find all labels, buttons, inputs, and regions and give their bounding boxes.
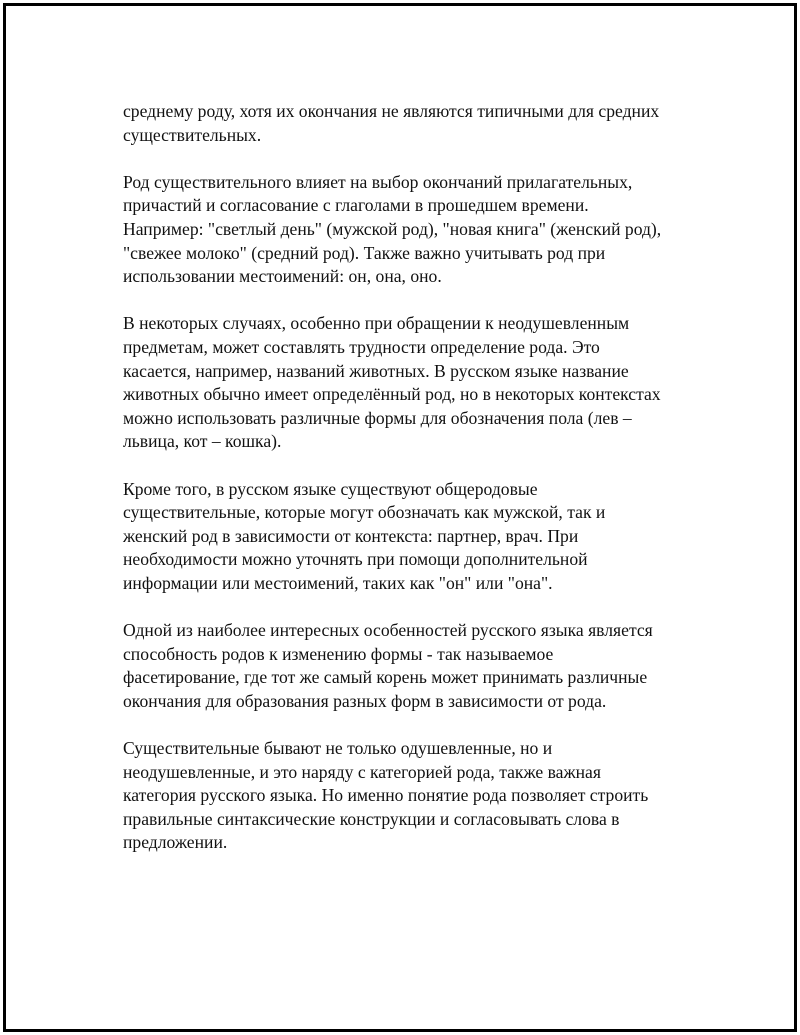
text-line: существительные, которые могут обозначать как мужской, так и [123,502,606,523]
text-line: существительных. [123,124,262,145]
text-line: неодушевленные, и это наряду с категорией рода, также важная [123,761,601,782]
text-line: животных обычно имеет определённый род, но в некоторых контекстах [123,384,661,405]
text-line: окончания для образования разных форм в зависимости от рода. [123,690,607,711]
text-line: В некоторых случаях, особенно при обращении к неодушевленным [123,313,630,334]
text-line: использовании местоимений: он, она, оно. [123,266,442,287]
text-line: Например: "светлый день" (мужской род), "новая книга" (женский род), [123,218,662,239]
paragraph-1 [123,100,693,147]
text-line: фасетирование, где тот же самый корень может принимать различные [123,667,648,688]
text-line: причастий и согласование с глаголами в прошедшем времени. [123,195,589,216]
text-line: Одной из наиболее интересных особенностей русского языка является [123,620,653,641]
text-line: "свежее молоко" (средний род). Также важно учитывать род при [123,242,606,263]
paragraph-2 [123,171,693,289]
text-line: правильные синтаксические конструкции и согласовывать слова в [123,808,620,829]
text-line: Род существительного влияет на выбор окончаний прилагательных, [123,171,633,192]
paragraph-6 [123,737,693,855]
paragraph-5 [123,619,693,713]
paragraph-4 [123,478,693,596]
text-line: касается, например, названий животных. В русском языке название [123,360,629,381]
page-frame [3,3,797,1032]
paragraph-3 [123,312,693,454]
document-body [123,100,693,879]
text-line: необходимости можно уточнять при помощи дополнительной [123,549,588,570]
text-line: среднему роду, хотя их окончания не являются типичными для средних [123,101,660,121]
text-line: предметам, может составлять трудности определение рода. Это [123,336,600,357]
text-line: информации или местоимений, таких как "он" или "она". [123,572,553,593]
text-line: способность родов к изменению формы - так называемое [123,643,554,664]
text-line: предложении. [123,832,228,853]
text-line: можно использовать различные формы для обозначения пола (лев – [123,407,632,428]
text-line: Кроме того, в русском языке существуют общеродовые [123,478,538,499]
text-line: Существительные бывают не только одушевленные, но и [123,738,553,759]
text-line: женский род в зависимости от контекста: партнер, врач. При [123,525,579,546]
text-line: категория русского языка. Но именно понятие рода позволяет строить [123,785,649,806]
text-line: львица, кот – кошка). [123,431,282,452]
